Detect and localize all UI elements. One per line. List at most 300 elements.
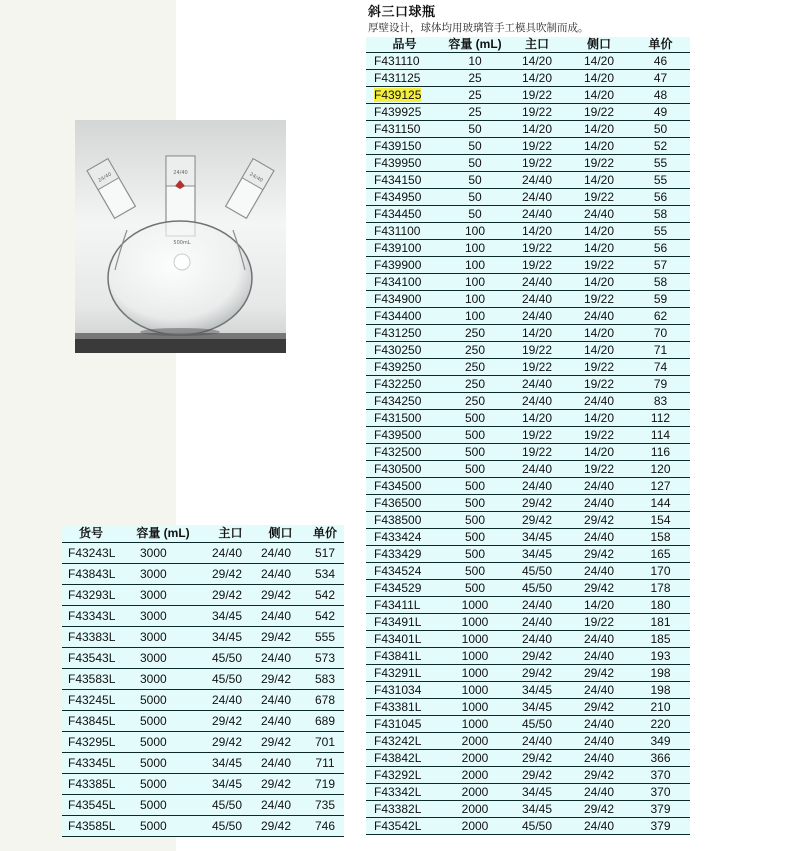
highlighted-code-text: F439125 (374, 88, 422, 102)
cell-code (366, 682, 443, 699)
cell-side-joint-text: 14/20 (583, 88, 615, 102)
cell-price (631, 189, 690, 206)
table-row (62, 753, 344, 774)
table-row (366, 444, 690, 461)
cell-price (631, 546, 690, 563)
cell-code (366, 733, 443, 750)
cell-main-joint (507, 359, 567, 376)
cell-side-joint-text: 24/40 (583, 632, 615, 646)
cell-code-text: F43292L (374, 768, 422, 782)
cell-price-text: 47 (653, 71, 668, 85)
cell-price-text: 366 (650, 751, 671, 765)
cell-code-text: F436500 (374, 496, 422, 510)
cell-capacity (443, 529, 507, 546)
cell-price (631, 206, 690, 223)
cell-side-joint-text: 24/40 (583, 496, 615, 510)
cell-code (366, 121, 443, 138)
cell-main-joint (206, 543, 255, 564)
cell-price-text: 59 (653, 292, 668, 306)
cell-price-text: 62 (653, 309, 668, 323)
cell-side-joint-text: 29/42 (261, 672, 292, 686)
cell-price (306, 753, 344, 774)
cell-main-joint (507, 444, 567, 461)
cell-main-joint-text: 29/42 (521, 666, 553, 680)
cell-capacity-text: 5000 (140, 756, 167, 770)
cell-main-joint (206, 627, 255, 648)
cell-main-joint (507, 240, 567, 257)
table-row (366, 597, 690, 614)
table-row (366, 53, 690, 70)
cell-price (631, 682, 690, 699)
table-row (62, 648, 344, 669)
cell-code-text: F43583L (68, 672, 116, 686)
cell-main-joint-text: 19/22 (521, 343, 553, 357)
table-row (366, 733, 690, 750)
cell-capacity-text: 50 (468, 207, 482, 221)
table-header-row (366, 37, 690, 53)
cell-code (366, 546, 443, 563)
table-row (62, 795, 344, 816)
cell-capacity (443, 631, 507, 648)
cell-main-joint (507, 393, 567, 410)
cell-code-text: F431045 (374, 717, 422, 731)
cell-main-joint (206, 690, 255, 711)
cell-capacity-text: 1000 (461, 615, 489, 629)
cell-main-joint-text: 34/45 (521, 802, 553, 816)
cell-side-joint-text: 19/22 (583, 156, 615, 170)
cell-main-joint (507, 699, 567, 716)
header-price: 单价 (306, 525, 344, 543)
cell-price-text: 154 (650, 513, 671, 527)
cell-capacity (443, 393, 507, 410)
cell-price (631, 155, 690, 172)
cell-side-joint (567, 155, 631, 172)
cell-side-joint-text: 29/42 (583, 513, 615, 527)
cell-main-joint (507, 206, 567, 223)
cell-capacity-text: 2000 (461, 819, 489, 833)
cell-main-joint-text: 45/50 (212, 672, 243, 686)
cell-main-joint (507, 189, 567, 206)
cell-capacity (443, 325, 507, 342)
cell-price-text: 79 (653, 377, 668, 391)
cell-side-joint (567, 342, 631, 359)
cell-code (62, 816, 120, 837)
cell-capacity (443, 189, 507, 206)
cell-price-text: 55 (653, 224, 668, 238)
cell-capacity-text: 100 (464, 241, 486, 255)
cell-code (62, 669, 120, 690)
cell-code-text: F439900 (374, 258, 422, 272)
cell-price-text: 517 (314, 546, 336, 560)
table-row (366, 614, 690, 631)
cell-side-joint (567, 87, 631, 104)
cell-code (62, 606, 120, 627)
cell-capacity-text: 1000 (461, 598, 489, 612)
cell-price (306, 690, 344, 711)
cell-price (306, 774, 344, 795)
cell-code (366, 597, 443, 614)
cell-capacity (443, 546, 507, 563)
cell-capacity (443, 257, 507, 274)
cell-capacity-text: 25 (468, 105, 482, 119)
cell-code-text: F432250 (374, 377, 422, 391)
cell-side-joint (567, 665, 631, 682)
cell-price (631, 87, 690, 104)
cell-main-joint-text: 29/42 (521, 751, 553, 765)
cell-code (366, 648, 443, 665)
cell-price-text: 56 (653, 241, 668, 255)
cell-main-joint-text: 34/45 (212, 756, 243, 770)
cell-side-joint (567, 563, 631, 580)
cell-main-joint-text: 14/20 (521, 326, 553, 340)
table-row (366, 767, 690, 784)
cell-price-text: 178 (650, 581, 671, 595)
cell-side-joint (255, 627, 306, 648)
cell-capacity (443, 342, 507, 359)
cell-main-joint-text: 34/45 (212, 777, 243, 791)
table-row (366, 461, 690, 478)
cell-main-joint-text: 24/40 (521, 632, 553, 646)
cell-capacity-text: 5000 (140, 819, 167, 833)
table-row (62, 543, 344, 564)
table-row (366, 104, 690, 121)
cell-main-joint (507, 631, 567, 648)
table-row (366, 342, 690, 359)
cell-code (366, 138, 443, 155)
cell-capacity (443, 665, 507, 682)
cell-side-joint (255, 711, 306, 732)
cell-side-joint (255, 648, 306, 669)
cell-main-joint-text: 45/50 (521, 581, 553, 595)
cell-capacity-text: 1000 (461, 666, 489, 680)
cell-code-text: F432500 (374, 445, 422, 459)
cell-code-text: F43243L (68, 546, 116, 560)
cell-side-joint (567, 308, 631, 325)
cell-capacity (120, 753, 206, 774)
cell-main-joint (507, 223, 567, 240)
cell-side-joint (567, 359, 631, 376)
cell-capacity-text: 500 (464, 411, 486, 425)
cell-main-joint-text: 29/42 (521, 768, 553, 782)
cell-main-joint (507, 767, 567, 784)
cell-main-joint-text: 19/22 (521, 241, 553, 255)
cell-main-joint-text: 34/45 (521, 785, 553, 799)
cell-code-text: F438500 (374, 513, 422, 527)
cell-code-text: F43491L (374, 615, 422, 629)
cell-code (62, 564, 120, 585)
cell-code (366, 274, 443, 291)
cell-main-joint-text: 45/50 (212, 798, 243, 812)
cell-price-text: 573 (314, 651, 336, 665)
cell-price-text: 193 (650, 649, 671, 663)
cell-main-joint-text: 24/40 (212, 693, 243, 707)
cell-side-joint-text: 29/42 (583, 666, 615, 680)
cell-price (306, 543, 344, 564)
cell-capacity-text: 250 (464, 377, 486, 391)
cell-side-joint (567, 512, 631, 529)
cell-code-text: F43543L (68, 651, 116, 665)
cell-capacity-text: 500 (464, 462, 486, 476)
header-side-joint: 侧口 (567, 37, 631, 53)
cell-price-text: 70 (653, 326, 668, 340)
cell-capacity-text: 500 (464, 428, 486, 442)
cell-code (366, 410, 443, 427)
table-row (366, 359, 690, 376)
cell-side-joint (567, 189, 631, 206)
cell-capacity (120, 795, 206, 816)
cell-main-joint (206, 711, 255, 732)
table-row (366, 665, 690, 682)
cell-capacity (443, 767, 507, 784)
cell-side-joint (567, 444, 631, 461)
cell-side-joint-text: 19/22 (583, 462, 615, 476)
cell-price-text: 583 (314, 672, 336, 686)
cell-side-joint-text: 19/22 (583, 190, 615, 204)
cell-capacity (443, 648, 507, 665)
cell-code (366, 223, 443, 240)
price-table-main (366, 37, 690, 835)
cell-main-joint-text: 14/20 (521, 71, 553, 85)
cell-code (366, 325, 443, 342)
cell-main-joint-text: 24/40 (521, 394, 553, 408)
header-code: 货号 (62, 525, 120, 543)
cell-price-text: 198 (650, 683, 671, 697)
cell-side-joint-text: 24/40 (261, 651, 292, 665)
cell-side-joint-text: 19/22 (583, 258, 615, 272)
cell-main-joint-text: 19/22 (521, 156, 553, 170)
cell-code (366, 495, 443, 512)
cell-main-joint-text: 34/45 (521, 683, 553, 697)
cell-main-joint-text: 29/42 (521, 496, 553, 510)
cell-side-joint (255, 795, 306, 816)
header-main-joint: 主口 (507, 37, 567, 53)
cell-capacity-text: 3000 (140, 609, 167, 623)
cell-code (366, 716, 443, 733)
cell-code-text: F434150 (374, 173, 422, 187)
cell-side-joint (255, 669, 306, 690)
cell-price-text: 55 (653, 156, 668, 170)
cell-side-joint (567, 648, 631, 665)
cell-code-text: F434950 (374, 190, 422, 204)
table-row (366, 529, 690, 546)
cell-capacity-text: 100 (464, 292, 486, 306)
cell-code (62, 711, 120, 732)
cell-main-joint (507, 342, 567, 359)
cell-main-joint (206, 753, 255, 774)
cell-side-joint (567, 104, 631, 121)
cell-capacity-text: 5000 (140, 798, 167, 812)
cell-main-joint (507, 478, 567, 495)
cell-side-joint-text: 29/42 (261, 735, 292, 749)
cell-side-joint (567, 376, 631, 393)
cell-capacity-text: 50 (468, 122, 482, 136)
cell-capacity-text: 500 (464, 547, 486, 561)
cell-code-text: F430250 (374, 343, 422, 357)
cell-capacity-text: 1000 (461, 717, 489, 731)
cell-main-joint-text: 45/50 (212, 819, 243, 833)
cell-code (366, 461, 443, 478)
cell-price (631, 767, 690, 784)
cell-price-text: 735 (314, 798, 336, 812)
cell-price (631, 240, 690, 257)
header-main-joint: 主口 (206, 525, 255, 543)
cell-capacity (443, 155, 507, 172)
cell-code (366, 189, 443, 206)
cell-code-text: F43383L (68, 630, 116, 644)
cell-side-joint-text: 14/20 (583, 326, 615, 340)
cell-main-joint-text: 19/22 (521, 105, 553, 119)
cell-side-joint-text: 19/22 (583, 292, 615, 306)
cell-capacity-text: 5000 (140, 777, 167, 791)
cell-capacity (443, 206, 507, 223)
table-row (366, 818, 690, 835)
cell-code-text: F431250 (374, 326, 422, 340)
cell-capacity (443, 138, 507, 155)
cell-capacity (443, 784, 507, 801)
cell-side-joint-text: 24/40 (583, 479, 615, 493)
cell-price-text: 678 (314, 693, 336, 707)
cell-main-joint (507, 784, 567, 801)
cell-capacity (120, 816, 206, 837)
cell-price-text: 58 (653, 275, 668, 289)
cell-price (631, 359, 690, 376)
cell-code-text: F43382L (374, 802, 422, 816)
cell-code (366, 376, 443, 393)
cell-capacity-text: 500 (464, 445, 486, 459)
cell-price-text: 116 (650, 445, 671, 459)
cell-capacity (443, 495, 507, 512)
cell-capacity-text: 2000 (461, 768, 489, 782)
product-subtitle: 厚壁设计，球体均用玻璃管手工模具吹制而成。 (368, 22, 589, 34)
cell-side-joint-text: 19/22 (583, 377, 615, 391)
cell-capacity (120, 774, 206, 795)
table-row (366, 682, 690, 699)
cell-main-joint (507, 155, 567, 172)
cell-code (366, 580, 443, 597)
cell-side-joint (567, 580, 631, 597)
cell-price (631, 121, 690, 138)
table-row (366, 512, 690, 529)
cell-price-text: 542 (314, 609, 336, 623)
cell-capacity (443, 376, 507, 393)
cell-side-joint (567, 733, 631, 750)
cell-price (631, 461, 690, 478)
cell-side-joint-text: 24/40 (583, 734, 615, 748)
cell-main-joint-text: 24/40 (521, 462, 553, 476)
cell-side-joint-text: 24/40 (583, 717, 615, 731)
cell-side-joint-text: 14/20 (583, 71, 615, 85)
cell-side-joint (567, 495, 631, 512)
cell-code-text: F43345L (68, 756, 116, 770)
cell-price-text: 52 (653, 139, 668, 153)
cell-side-joint (567, 784, 631, 801)
cell-capacity-text: 1000 (461, 632, 489, 646)
table-row (62, 711, 344, 732)
table-row (366, 410, 690, 427)
cell-side-joint-text: 29/42 (583, 700, 615, 714)
header-price: 单价 (631, 37, 690, 53)
cell-side-joint-text: 14/20 (583, 224, 615, 238)
cell-capacity (443, 512, 507, 529)
cell-main-joint-text: 24/40 (521, 309, 553, 323)
table-row (366, 257, 690, 274)
table-row (366, 325, 690, 342)
cell-capacity (443, 597, 507, 614)
cell-side-joint (567, 631, 631, 648)
header-side-joint: 侧口 (255, 525, 306, 543)
cell-side-joint-text: 24/40 (261, 693, 292, 707)
cell-capacity-text: 250 (464, 360, 486, 374)
cell-capacity (443, 614, 507, 631)
cell-code (62, 585, 120, 606)
cell-capacity (443, 478, 507, 495)
table-header-row (62, 525, 344, 543)
cell-side-joint-text: 29/42 (261, 819, 292, 833)
table-row (366, 699, 690, 716)
cell-price-text: 120 (650, 462, 671, 476)
cell-main-joint (507, 138, 567, 155)
cell-side-joint (567, 172, 631, 189)
cell-main-joint-text: 19/22 (521, 88, 553, 102)
table-row (366, 172, 690, 189)
cell-code (366, 206, 443, 223)
cell-price (631, 342, 690, 359)
cell-price (631, 733, 690, 750)
cell-main-joint (507, 172, 567, 189)
cell-code-text: F43845L (68, 714, 116, 728)
cell-code-text: F434100 (374, 275, 422, 289)
cell-side-joint (567, 461, 631, 478)
cell-side-joint-text: 14/20 (583, 275, 615, 289)
cell-capacity-text: 25 (468, 71, 482, 85)
cell-price (631, 784, 690, 801)
cell-main-joint-text: 14/20 (521, 411, 553, 425)
cell-main-joint-text: 19/22 (521, 445, 553, 459)
cell-side-joint-text: 24/40 (261, 567, 292, 581)
cell-price-text: 198 (650, 666, 671, 680)
cell-code-text: F43342L (374, 785, 422, 799)
cell-capacity-text: 2000 (461, 751, 489, 765)
cell-main-joint (206, 585, 255, 606)
cell-main-joint-text: 29/42 (521, 513, 553, 527)
cell-main-joint-text: 14/20 (521, 224, 553, 238)
cell-code (366, 291, 443, 308)
cell-capacity (120, 732, 206, 753)
table-row (366, 784, 690, 801)
cell-price-text: 534 (314, 567, 336, 581)
cell-side-joint-text: 24/40 (583, 785, 615, 799)
cell-main-joint (206, 732, 255, 753)
cell-price (631, 427, 690, 444)
cell-capacity (443, 682, 507, 699)
cell-code-text: F431125 (374, 71, 421, 85)
cell-price (631, 716, 690, 733)
cell-main-joint-text: 34/45 (521, 530, 553, 544)
cell-side-joint (567, 291, 631, 308)
table-row (366, 546, 690, 563)
cell-price-text: 74 (653, 360, 668, 374)
cell-code-text: F434529 (374, 581, 422, 595)
cell-price (306, 564, 344, 585)
cell-side-joint (255, 690, 306, 711)
cell-side-joint-text: 19/22 (583, 105, 615, 119)
cell-main-joint (507, 121, 567, 138)
product-title: 斜三口球瓶 (368, 5, 436, 20)
cell-price (306, 648, 344, 669)
cell-main-joint (206, 816, 255, 837)
cell-side-joint (567, 699, 631, 716)
cell-capacity-text: 500 (464, 564, 486, 578)
